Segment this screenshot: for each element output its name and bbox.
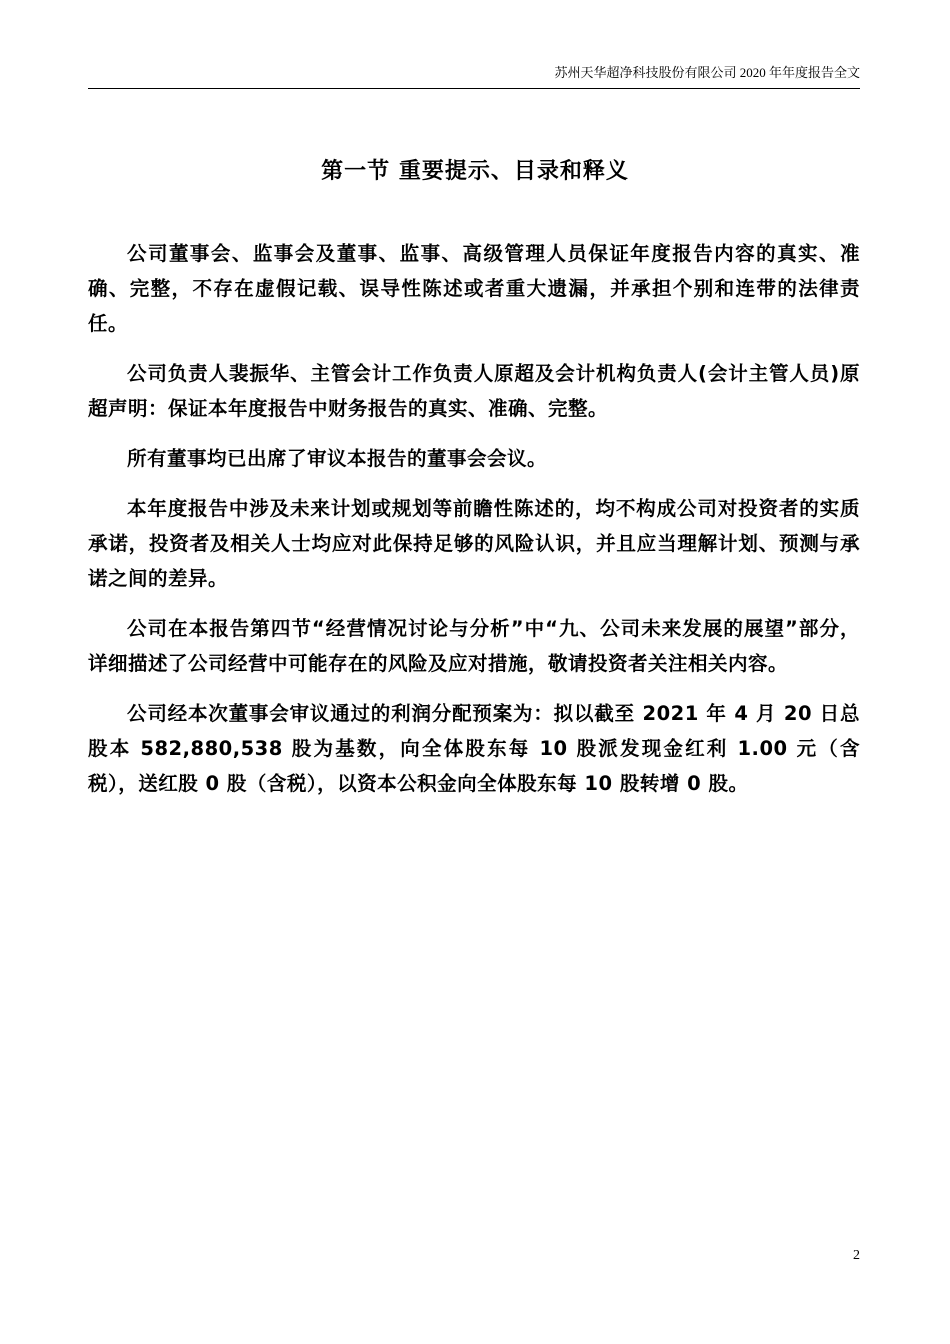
header-title: 苏州天华超净科技股份有限公司 2020 年年度报告全文 <box>554 65 860 80</box>
page-header <box>88 64 860 89</box>
page-number: 2 <box>853 1248 860 1263</box>
paragraph-responsibility: 公司董事会、监事会及董事、监事、高级管理人员保证年度报告内容的真实、准确、完整，不存在虚假记载、误导性陈述或者重大遗漏，并承担个别和连带的法律责任。 <box>88 242 860 335</box>
paragraph-financial-statement: 公司负责人裴振华、主管会计工作负责人原超及会计机构负责人(会计主管人员)原超声明：保证本年度报告中财务报告的真实、准确、完整。 <box>88 362 860 420</box>
paragraph-risks: 公司在本报告第四节“经营情况讨论与分析”中“九、公司未来发展的展望”部分，详细描述了公司经营中可能存在的风险及应对措施，敬请投资者关注相关内容。 <box>88 617 860 675</box>
paragraph-profit-distribution: 公司经本次董事会审议通过的利润分配预案为：拟以截至 2021 年 4 月 20 日总股本 582,880,538 股为基数，向全体股东每 10 股派发现金红利 1.00 元（含税），送红股 0 股（含税），以资本公积金向全体股东每 10 股转增 0 股。 <box>88 702 860 795</box>
paragraph-forward-looking: 本年度报告中涉及未来计划或规划等前瞻性陈述的，均不构成公司对投资者的实质承诺，投资者及相关人士均应对此保持足够的风险认识，并且应当理解计划、预测与承诺之间的差异。 <box>88 497 860 590</box>
section-title: 第一节 重要提示、目录和释义 <box>321 159 629 184</box>
paragraph-board-attendance: 所有董事均已出席了审议本报告的董事会会议。 <box>127 447 548 470</box>
body-text <box>88 236 860 816</box>
